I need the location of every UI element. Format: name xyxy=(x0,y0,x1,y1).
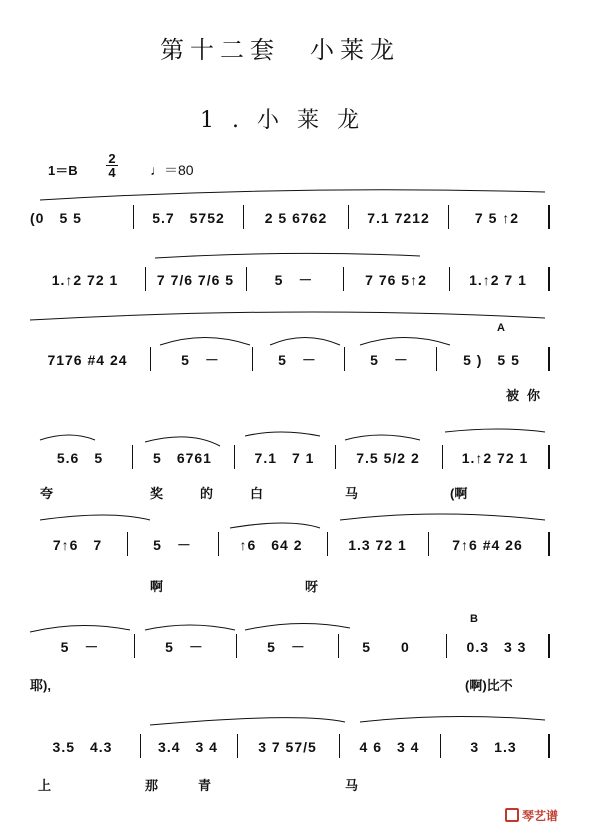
lyric-row-6 xyxy=(0,675,589,693)
measure: 7.1 7212 xyxy=(367,210,430,226)
lyric: 啊 xyxy=(150,579,164,594)
measure: 3.4 3 4 xyxy=(158,739,218,755)
measure: 5 0 xyxy=(362,639,410,655)
barline xyxy=(134,634,135,658)
barline xyxy=(327,532,328,556)
lyric: 夸 xyxy=(40,486,54,501)
barline xyxy=(548,445,550,469)
piece-title: 1.小莱龙 xyxy=(200,108,377,133)
lyric-row-4 xyxy=(0,483,589,501)
watermark xyxy=(505,807,558,824)
measure: 3.5 4.3 xyxy=(52,739,113,755)
barline xyxy=(548,734,550,758)
measure: 4 6 3 4 xyxy=(359,739,420,755)
lyric: 上 xyxy=(38,778,52,793)
barline xyxy=(252,347,253,371)
key-signature: 1＝B xyxy=(48,163,78,178)
tempo-marking: ♩＝80 xyxy=(150,162,194,178)
staff-row-3 xyxy=(0,345,589,375)
measure: ↑6 64 2 xyxy=(239,537,303,553)
measure: 5 ) 5 5 xyxy=(463,352,520,368)
barline xyxy=(150,347,151,371)
measure: 3 1.3 xyxy=(470,739,517,755)
measure: 0.3 3 3 xyxy=(466,639,527,655)
barline xyxy=(548,205,550,229)
barline xyxy=(218,532,219,556)
barline xyxy=(133,205,134,229)
staff-row-1 xyxy=(0,203,589,233)
measure: 7↑6 #4 26 xyxy=(452,537,523,553)
lyric: 呀 xyxy=(305,579,319,594)
barline xyxy=(338,634,339,658)
staff-row-7 xyxy=(0,732,589,762)
measure: 5 － xyxy=(165,639,204,655)
barline xyxy=(343,267,344,291)
measure: 5 － xyxy=(274,272,314,288)
measure: 7.1 7 1 xyxy=(254,450,315,466)
staff-row-6 xyxy=(0,632,589,662)
measure: 5 － xyxy=(370,352,409,368)
barline xyxy=(548,347,550,371)
suite-title: 第十二套 小莱龙 xyxy=(160,36,400,64)
measure: 5 － xyxy=(278,352,317,368)
music-logo-icon xyxy=(505,808,519,822)
measure: 5 － xyxy=(267,639,306,655)
barline xyxy=(442,445,443,469)
lyric-row-3 xyxy=(0,385,589,403)
measure: 1.3 72 1 xyxy=(348,537,407,553)
measure: 7 5 ↑2 xyxy=(474,210,520,226)
barline xyxy=(446,634,447,658)
barline xyxy=(140,734,141,758)
lyric: (啊 xyxy=(450,486,468,501)
measure: 5 6761 xyxy=(153,450,212,466)
barline xyxy=(348,205,349,229)
time-sig-top: 2 xyxy=(108,151,116,166)
barline xyxy=(436,347,437,371)
barline xyxy=(344,347,345,371)
measure: (0 5 5 xyxy=(30,210,82,226)
measure: 7↑6 7 xyxy=(52,537,103,553)
barline xyxy=(243,205,244,229)
measure: 5.6 5 xyxy=(56,450,104,466)
measure: 7176 #4 24 xyxy=(47,352,128,368)
barline xyxy=(448,205,449,229)
barline xyxy=(428,532,429,556)
measure: 1.↑2 72 1 xyxy=(51,272,119,288)
watermark-text: 琴艺谱 xyxy=(522,809,559,823)
measure: 2 5 6762 xyxy=(264,210,328,226)
lyric: 被你 xyxy=(506,388,549,403)
section-marker-a: A xyxy=(497,322,505,334)
measure: 1.↑2 72 1 xyxy=(461,450,529,466)
barline xyxy=(449,267,450,291)
time-sig-bottom: 4 xyxy=(108,165,116,180)
barline xyxy=(548,267,550,291)
measure: 7 76 5↑2 xyxy=(365,272,427,288)
lyric: 奖 xyxy=(150,486,164,501)
barline xyxy=(548,532,550,556)
barline xyxy=(234,445,235,469)
lyric: 那 xyxy=(145,778,159,793)
measure: 3 7 57/5 xyxy=(258,739,317,755)
section-marker-b: B xyxy=(470,613,478,625)
staff-row-2 xyxy=(0,265,589,295)
barline xyxy=(335,445,336,469)
measure: 5.7 5752 xyxy=(152,210,225,226)
staff-row-5 xyxy=(0,530,589,560)
lyric: 白 xyxy=(250,486,264,501)
lyric: 马 xyxy=(345,778,359,793)
barline xyxy=(236,634,237,658)
barline xyxy=(246,267,247,291)
barline xyxy=(548,634,550,658)
staff-row-4 xyxy=(0,443,589,473)
barline xyxy=(127,532,128,556)
measure: 7.5 5/2 2 xyxy=(356,450,420,466)
lyric-row-5 xyxy=(0,576,589,594)
measure: 1.↑2 7 1 xyxy=(469,272,527,288)
lyric: (啊)比不 xyxy=(465,678,513,693)
measure: 7 7/6 7/6 5 xyxy=(156,272,235,288)
measure: 5 － xyxy=(153,537,192,553)
lyric-row-7 xyxy=(0,775,589,793)
barline xyxy=(132,445,133,469)
measure: 5 － xyxy=(60,639,100,655)
lyric: 的 xyxy=(200,486,214,501)
lyric: 青 xyxy=(198,778,212,793)
measure: 5 － xyxy=(181,352,220,368)
lyric: 马 xyxy=(345,486,359,501)
barline xyxy=(440,734,441,758)
lyric: 耶), xyxy=(30,678,51,693)
barline xyxy=(339,734,340,758)
barline xyxy=(145,267,146,291)
barline xyxy=(237,734,238,758)
